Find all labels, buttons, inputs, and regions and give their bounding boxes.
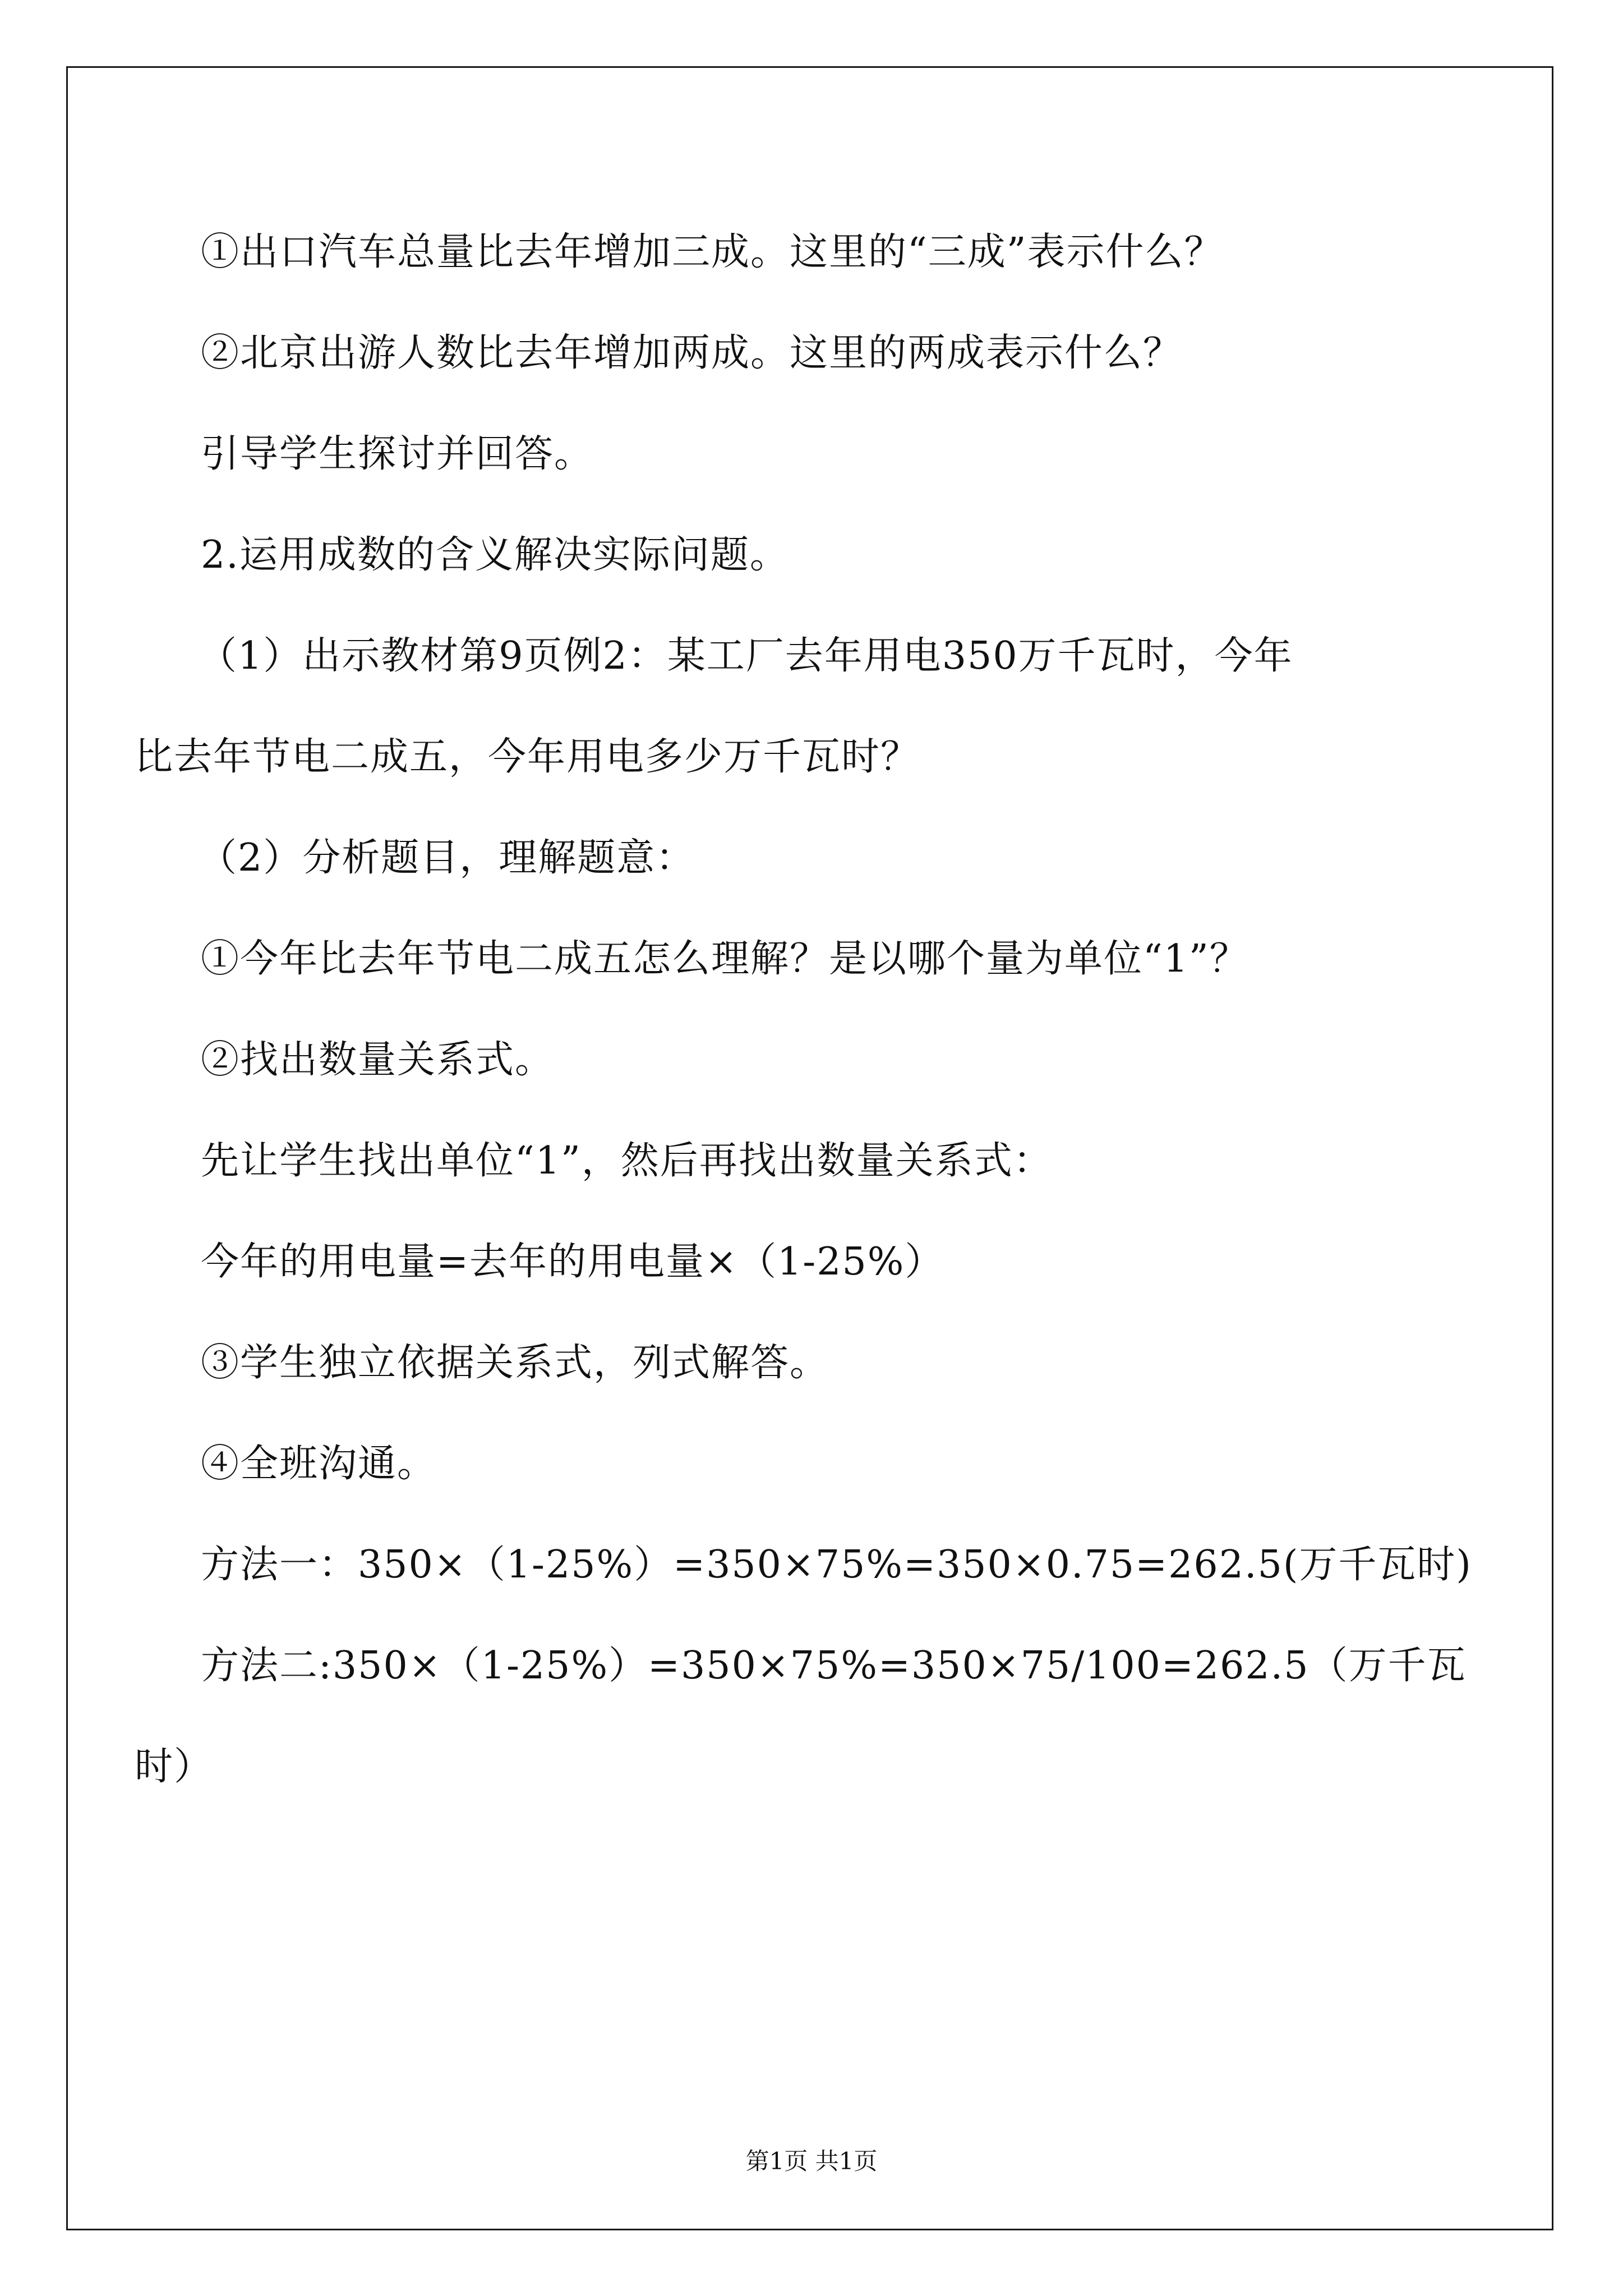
text-line-13: ④全班沟通。	[201, 1442, 437, 1486]
text-line-5: （1）出示教材第9页例2：某工厂去年用电350万千瓦时，今年	[199, 634, 1293, 678]
text-line-6: 比去年节电二成五，今年用电多少万千瓦时？	[135, 735, 920, 779]
text-line-16: 时）	[135, 1745, 214, 1789]
text-line-8: ①今年比去年节电二成五怎么理解？是以哪个量为单位“1”？	[201, 937, 1249, 981]
text-line-15: 方法二:350×（1-25%）=350×75%=350×75/100=262.5（万千瓦	[201, 1644, 1467, 1688]
text-line-4: 2.运用成数的含义解决实际问题。	[201, 533, 789, 577]
text-line-7: （2）分析题目，理解题意：	[199, 836, 695, 880]
text-line-12: ③学生独立依据关系式，列式解答。	[201, 1341, 829, 1385]
text-line-1: ①出口汽车总量比去年增加三成。这里的“三成”表示什么？	[201, 230, 1224, 274]
text-line-2: ②北京出游人数比去年增加两成。这里的两成表示什么？	[201, 331, 1183, 375]
text-line-9: ②找出数量关系式。	[201, 1038, 555, 1082]
text-line-10: 先让学生找出单位“1”，然后再找出数量关系式：	[201, 1139, 1053, 1183]
text-line-14: 方法一：350×（1-25%）=350×75%=350×0.75=262.5(万千瓦时)	[201, 1543, 1472, 1587]
page-footer: 第1页 共1页	[745, 2147, 878, 2175]
text-line-3: 引导学生探讨并回答。	[201, 432, 594, 476]
text-line-11: 今年的用电量=去年的用电量×（1-25%）	[201, 1240, 944, 1284]
